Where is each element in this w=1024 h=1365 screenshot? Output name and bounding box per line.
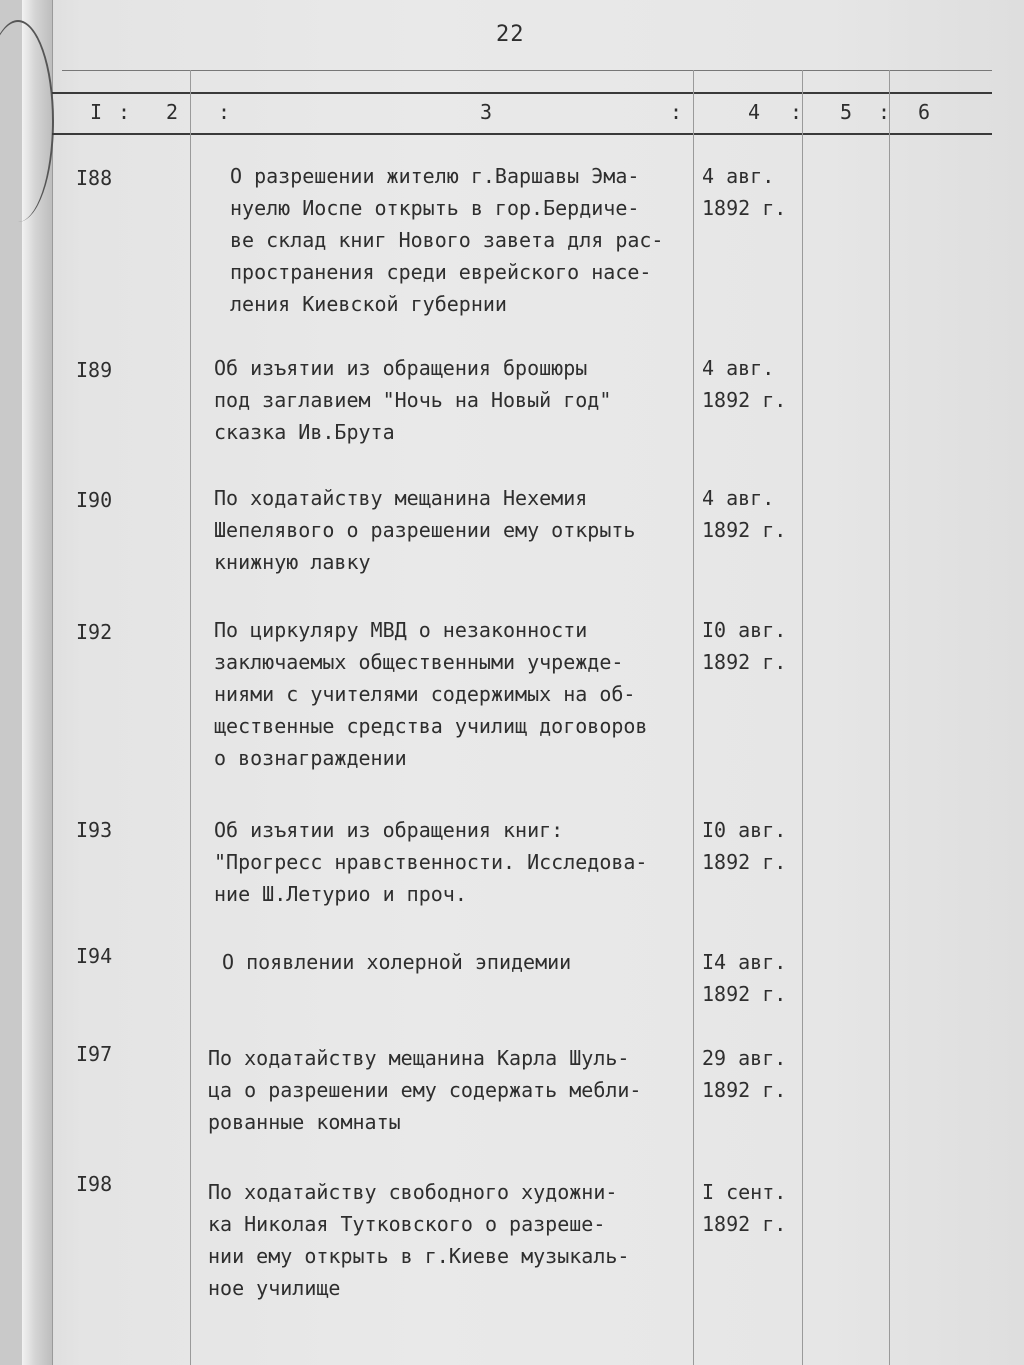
- binding-curve: [0, 20, 54, 222]
- entry-number: I92: [76, 620, 113, 644]
- entry-title: По циркуляру МВД о незаконности заключаемых общественными учрежде- ниями с учителями содержимых на об- щественные средства училищ договоров о вознаграждении: [214, 618, 648, 770]
- entry-date: 4 авг. 1892 г.: [702, 356, 787, 412]
- header-col-5: 5: [840, 100, 853, 124]
- header-sep-1: :: [118, 100, 131, 124]
- entry-date: 4 авг. 1892 г.: [702, 164, 787, 220]
- entry-number: I90: [76, 488, 113, 512]
- entry-date: I0 авг. 1892 г.: [702, 618, 787, 674]
- header-col-3: 3: [480, 100, 493, 124]
- document-page: [22, 0, 1024, 1365]
- column-divider-4: [889, 70, 890, 1365]
- entry-number: I88: [76, 166, 113, 190]
- header-col-4: 4: [748, 100, 761, 124]
- page-number: 22: [496, 22, 525, 47]
- header-col-1: I: [90, 100, 103, 124]
- header-sep-2: :: [218, 100, 231, 124]
- header-upper-rule: [52, 92, 992, 94]
- entry-number: I94: [76, 944, 113, 968]
- entry-date: 29 авг. 1892 г.: [702, 1046, 787, 1102]
- binding-edge: [22, 0, 53, 1365]
- entry-date: I4 авг. 1892 г.: [702, 950, 787, 1006]
- entry-date: 4 авг. 1892 г.: [702, 486, 787, 542]
- entry-title: По ходатайству мещанина Нехемия Шепелявого о разрешении ему открыть книжную лавку: [214, 486, 636, 574]
- header-col-6: 6: [918, 100, 931, 124]
- entry-title: По ходатайству мещанина Карла Шуль- ца о разрешении ему содержать мебли- рованные комнаты: [208, 1046, 642, 1134]
- entry-title: Об изъятии из обращения книг: "Прогресс нравственности. Исследова- ние Ш.Летурио и проч.: [214, 818, 648, 906]
- column-divider-3: [802, 70, 803, 1365]
- header-lower-rule: [52, 133, 992, 135]
- entry-date: I0 авг. 1892 г.: [702, 818, 787, 874]
- entry-title: О появлении холерной эпидемии: [222, 950, 572, 974]
- header-col-2: 2: [166, 100, 179, 124]
- header-sep-3: :: [670, 100, 683, 124]
- header-top-rule: [62, 70, 992, 71]
- entry-number: I93: [76, 818, 113, 842]
- entry-title: О разрешении жителю г.Варшавы Эма- нуелю Иоспе открыть в гор.Бердиче- ве склад книг Нового завета для рас- пространения среди еврейского насе- ления Киевской губернии: [230, 164, 664, 316]
- entry-title: Об изъятии из обращения брошюры под заглавием "Ночь на Новый год" сказка Ив.Брута: [214, 356, 612, 444]
- header-sep-4: :: [790, 100, 803, 124]
- entry-number: I89: [76, 358, 113, 382]
- entry-date: I сент. 1892 г.: [702, 1180, 787, 1236]
- column-divider-1: [190, 70, 191, 1365]
- entry-number: I97: [76, 1042, 113, 1066]
- entry-title: По ходатайству свободного художни- ка Николая Тутковского о разреше- нии ему открыть в г.Киеве музыкаль- ное училище: [208, 1180, 630, 1300]
- header-sep-5: :: [878, 100, 891, 124]
- entry-number: I98: [76, 1172, 113, 1196]
